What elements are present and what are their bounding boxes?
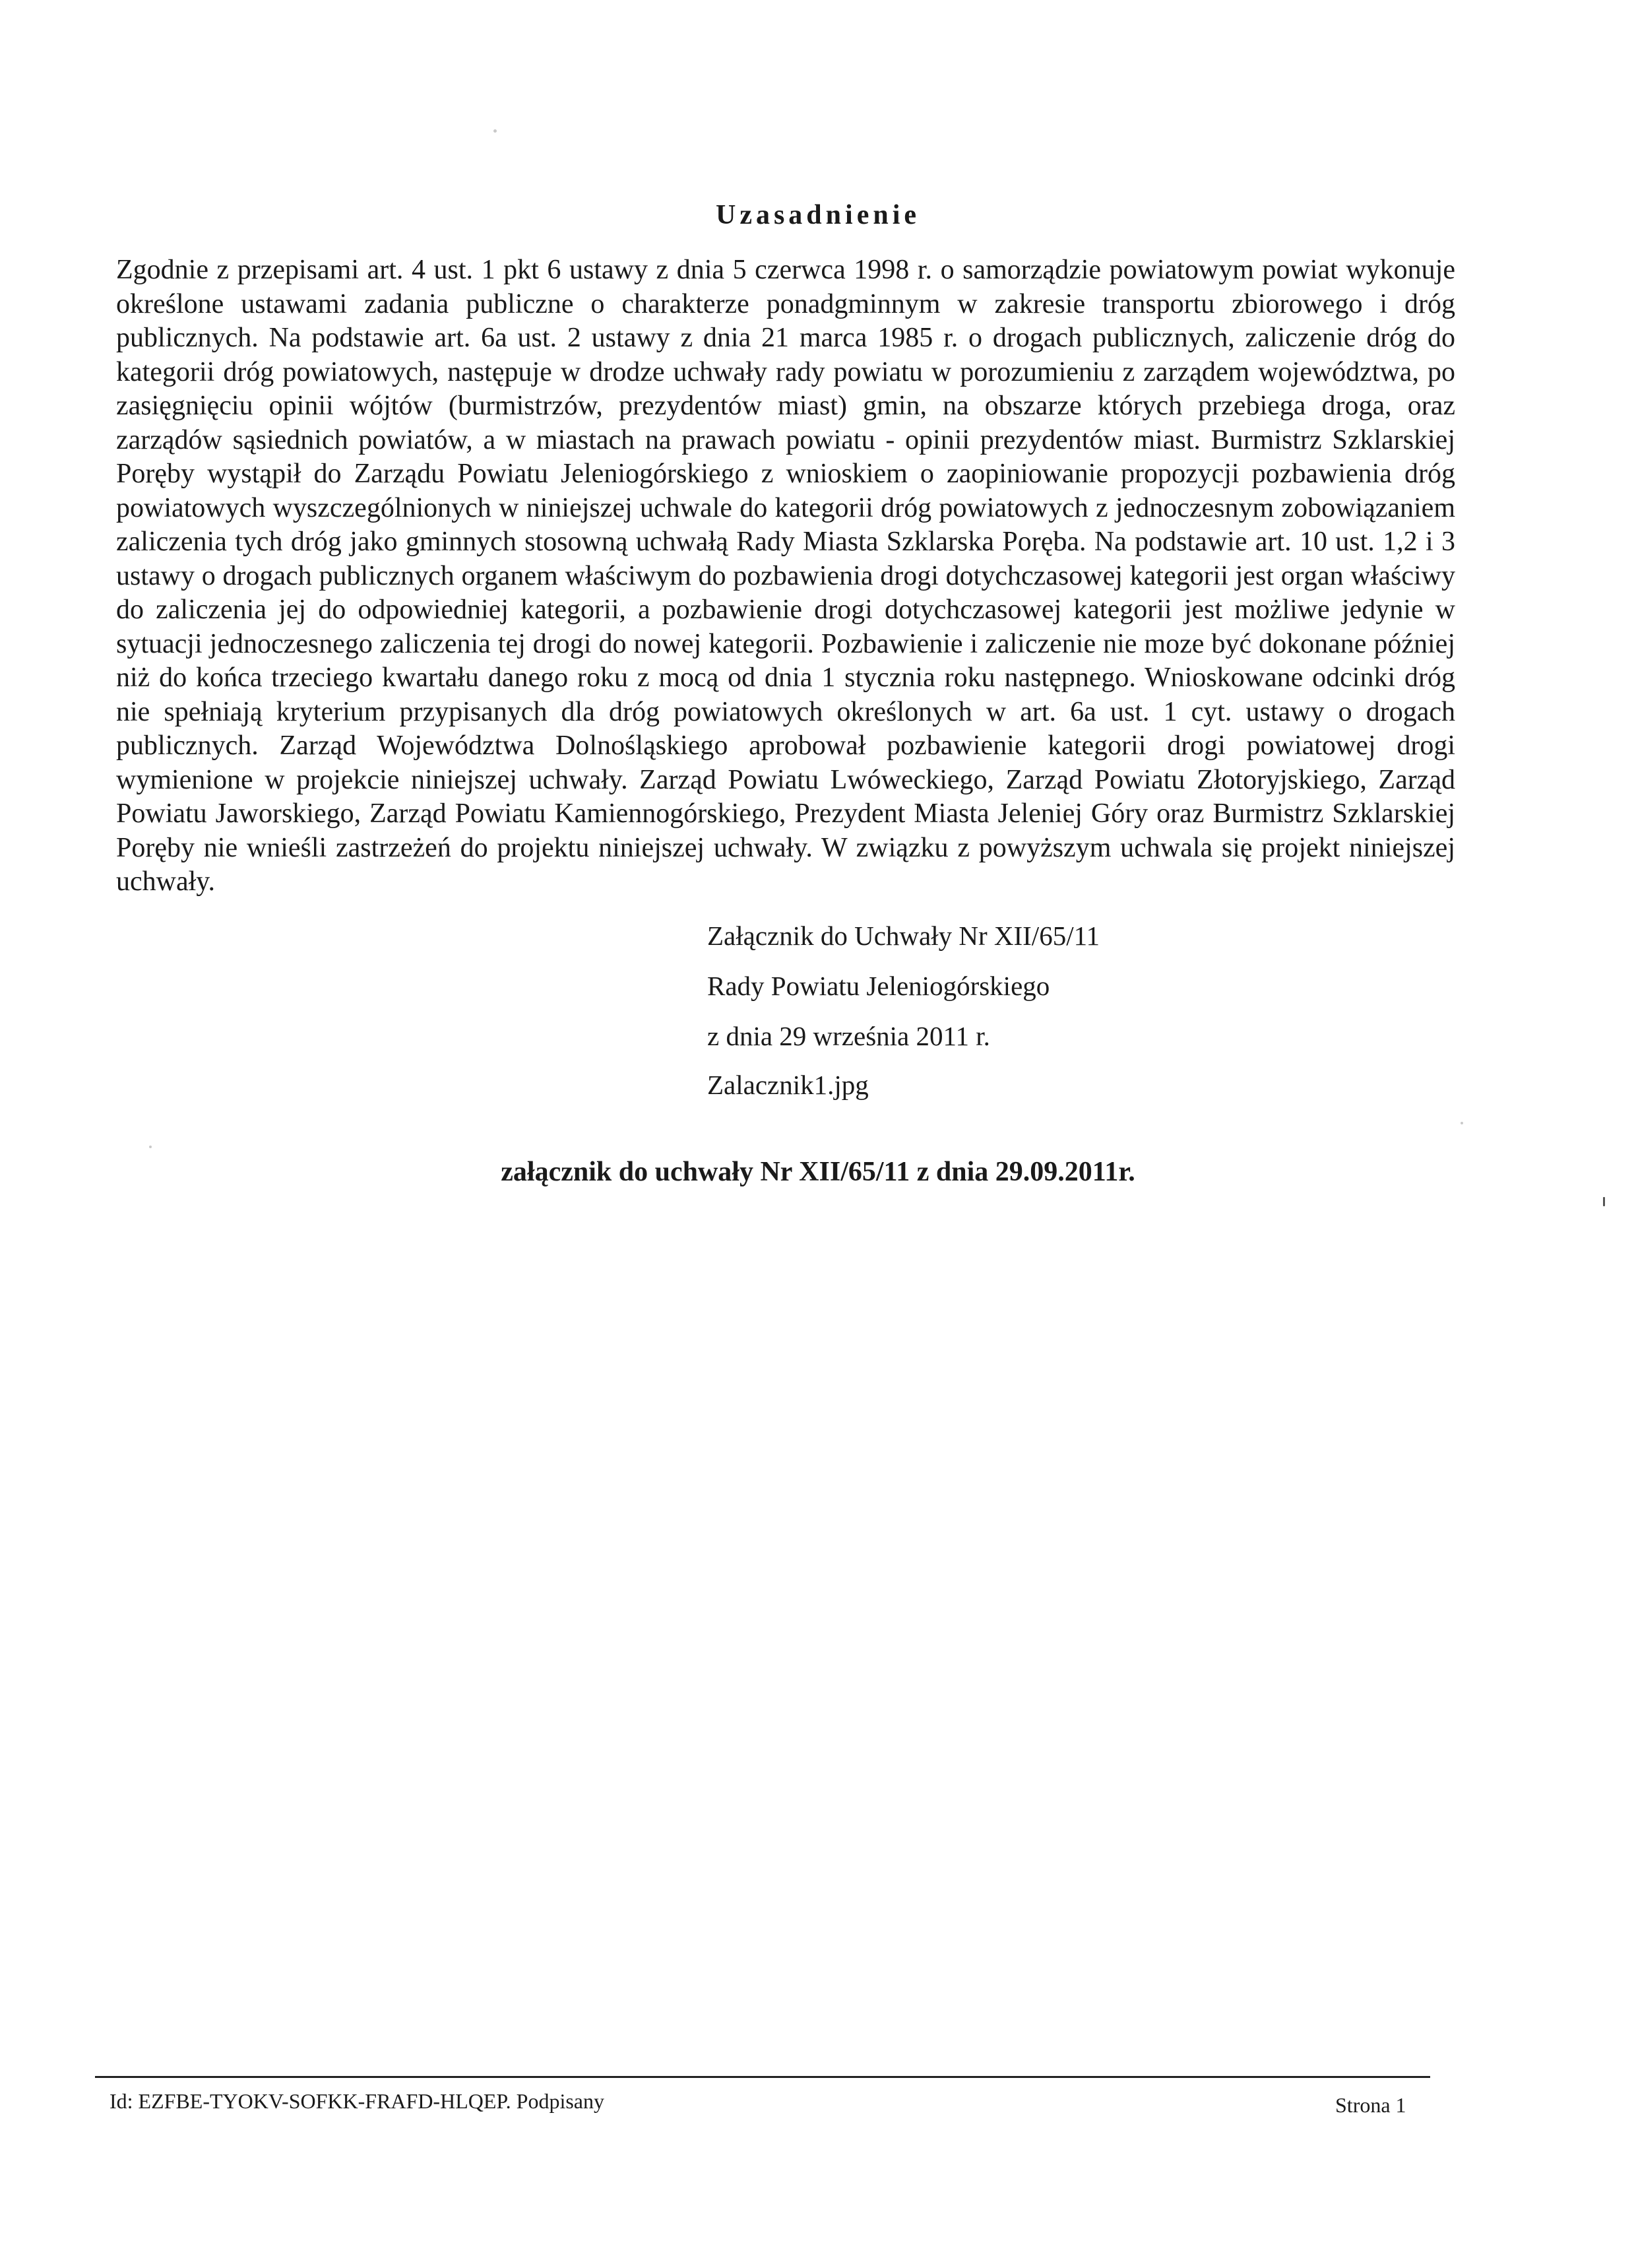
annex-filename-line: Zalacznik1.jpg — [707, 1070, 869, 1100]
footer-divider — [95, 2076, 1430, 2078]
annex-council-line: Rady Powiatu Jeleniogórskiego — [707, 971, 1050, 1001]
justification-paragraph: Zgodnie z przepisami art. 4 ust. 1 pkt 6 ustawy z dnia 5 czerwca 1998 r. o samorządzie powiatowym powiat wykonuje określone ustawami zadania publiczne o charakterze ponadgminnym w zakresie transportu zbiorowego i dróg publicznych. Na podstawie art. 6a ust. 2 ustawy z dnia 21 marca 1985 r. o drogach publicznych, zaliczenie dróg do kategorii dróg powiatowych, następuje w drodze uchwały rady powiatu w porozumieniu z zarządem województwa, po zasięgnięciu opinii wójtów (burmistrzów, prezydentów miast) gmin, na obszarze których przebiega droga, oraz zarządów sąsiednich powiatów, a w miastach na prawach powiatu - opinii prezydentów miast. Burmistrz Szklarskiej Poręby wystąpił do Zarządu Powiatu Jeleniogórskiego z wnioskiem o zaopiniowanie propozycji pozbawienia dróg powiatowych wyszczególnionych w niniejszej uchwale do kategorii dróg powiatowych z jednoczesnym zobowiązaniem zaliczenia tych dróg jako gminnych stosowną uchwałą Rady Miasta Szklarska Poręba. Na podstawie art. 10 ust. 1,2 i 3 ustawy o drogach publicznych organem właściwym do pozbawienia drogi dotychczasowej kategorii jest organ właściwy do zaliczenia jej do odpowiedniej kategorii, a pozbawienie drogi dotychczasowej kategorii jest możliwe jedynie w sytuacji jednoczesnego zaliczenia tej drogi do nowej kategorii. Pozbawienie i zaliczenie nie moze być dokonane później niż do końca trzeciego kwartału danego roku z mocą od dnia 1 stycznia roku następnego. Wnioskowane odcinki dróg nie spełniają kryterium przypisanych dla dróg powiatowych określonych w art. 6a ust. 1 cyt. ustawy o drogach publicznych. Zarząd Województwa Dolnośląskiego aprobował pozbawienie kategorii drogi powiatowej drogi wymienione w projekcie niniejszej uchwały. Zarząd Powiatu Lwóweckiego, Zarząd Powiatu Złotoryjskiego, Zarząd Powiatu Jaworskiego, Zarząd Powiatu Kamiennogórskiego, Prezydent Miasta Jeleniej Góry oraz Burmistrz Szklarskiej Poręby nie wnieśli zastrzeżeń do projektu niniejszej uchwały. W związku z powyższym uchwala się projekt niniejszej uchwały. — [116, 255, 1455, 897]
annex-reference-line: Załącznik do Uchwały Nr XII/65/11 — [707, 921, 1100, 951]
scan-speck — [493, 129, 497, 133]
scan-speck — [1603, 1197, 1605, 1206]
page-number: Strona 1 — [1335, 2093, 1406, 2117]
section-heading: Uzasadnienie — [715, 200, 920, 230]
annex-date-line: z dnia 29 września 2011 r. — [707, 1021, 990, 1051]
document-id: Id: EZFBE-TYOKV-SOFKK-FRAFD-HLQEP. Podpisany — [110, 2089, 604, 2113]
scan-speck — [1461, 1122, 1463, 1124]
scan-speck — [149, 1146, 152, 1148]
annex-caption: załącznik do uchwały Nr XII/65/11 z dnia 29.09.2011r. — [501, 1157, 1135, 1187]
